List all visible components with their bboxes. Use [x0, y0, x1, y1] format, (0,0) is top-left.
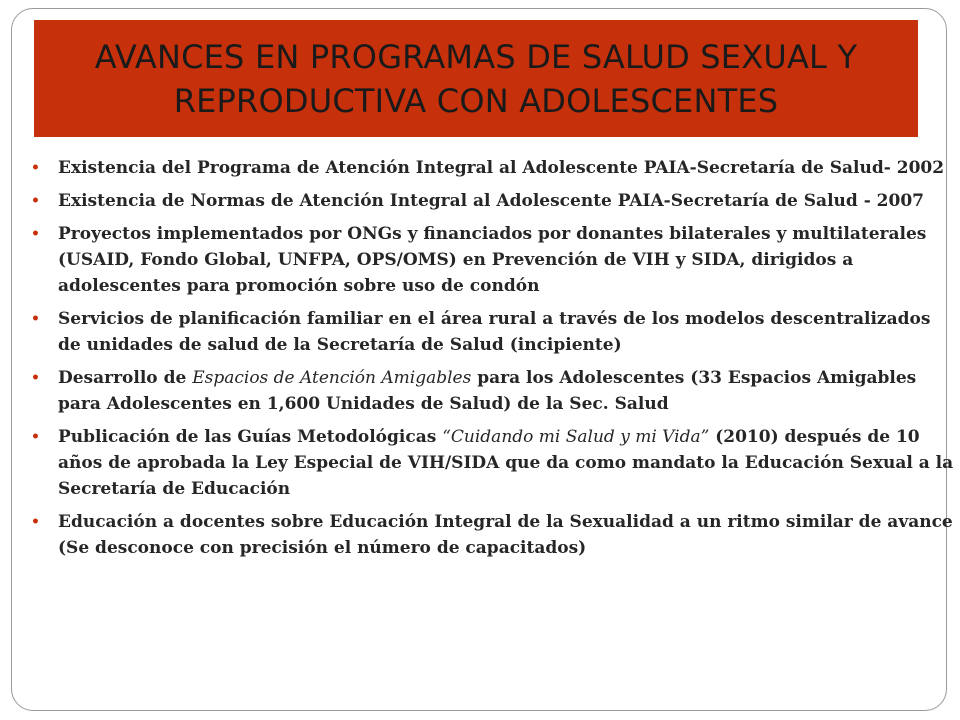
bullet-item-2: [28, 188, 956, 214]
bullet-text: Servicios de planificación familiar en el área rural a través de los modelos descentralizados de unidades de salud de la Secretaría de Salud (incipiente): [58, 309, 931, 355]
bullet-text-before: Publicación de las Guías Metodológicas: [58, 427, 443, 447]
bullet-item-4: [28, 306, 956, 358]
bullet-icon: •: [31, 311, 40, 327]
bullet-icon: •: [31, 160, 40, 176]
title-banner: [34, 20, 918, 137]
slide-title: AVANCES EN PROGRAMAS DE SALUD SEXUAL Y REPRODUCTIVA CON ADOLESCENTES: [94, 37, 858, 120]
bullet-text: Proyectos implementados por ONGs y financiados por donantes bilaterales y multilaterales (USAID, Fondo Global, UNFPA, OPS/OMS) en Prevención de VIH y SIDA, dirigidos a adolescentes para promoción sobre uso de condón: [58, 224, 927, 296]
bullet-icon: •: [31, 514, 40, 530]
bullet-item-3: [28, 221, 956, 299]
bullet-item-1: [28, 155, 956, 181]
bullet-item-5: [28, 365, 956, 417]
bullet-text-after: para los Adolescentes (33 Espacios Amigables para Adolescentes en 1,600 Unidades de Salud) de la Sec. Salud: [58, 368, 917, 414]
bullet-text-before: Desarrollo de: [58, 368, 193, 388]
bullet-text: Educación a docentes sobre Educación Integral de la Sexualidad a un ritmo similar de avance (Se desconoce con precisión el número de capacitados): [58, 512, 953, 558]
bullet-text-italic: Espacios de Atención Amigables: [192, 368, 472, 388]
bullet-text-after: (2010) después de 10 años de aprobada la Ley Especial de VIH/SIDA que da como mandato la Educación Sexual a la Secretaría de Educación: [58, 427, 954, 499]
bullet-icon: •: [31, 429, 40, 445]
bullet-list: [28, 155, 956, 568]
bullet-icon: •: [31, 226, 40, 242]
bullet-item-7: [28, 509, 956, 561]
bullet-text: Existencia de Normas de Atención Integral al Adolescente PAIA-Secretaría de Salud - 2007: [58, 191, 924, 211]
bullet-item-6: [28, 424, 956, 502]
bullet-text: Existencia del Programa de Atención Integral al Adolescente PAIA-Secretaría de Salud- 2002: [58, 158, 945, 178]
bullet-icon: •: [31, 193, 40, 209]
bullet-text-italic: “Cuidando mi Salud y mi Vida”: [442, 427, 710, 447]
bullet-icon: •: [31, 370, 40, 386]
